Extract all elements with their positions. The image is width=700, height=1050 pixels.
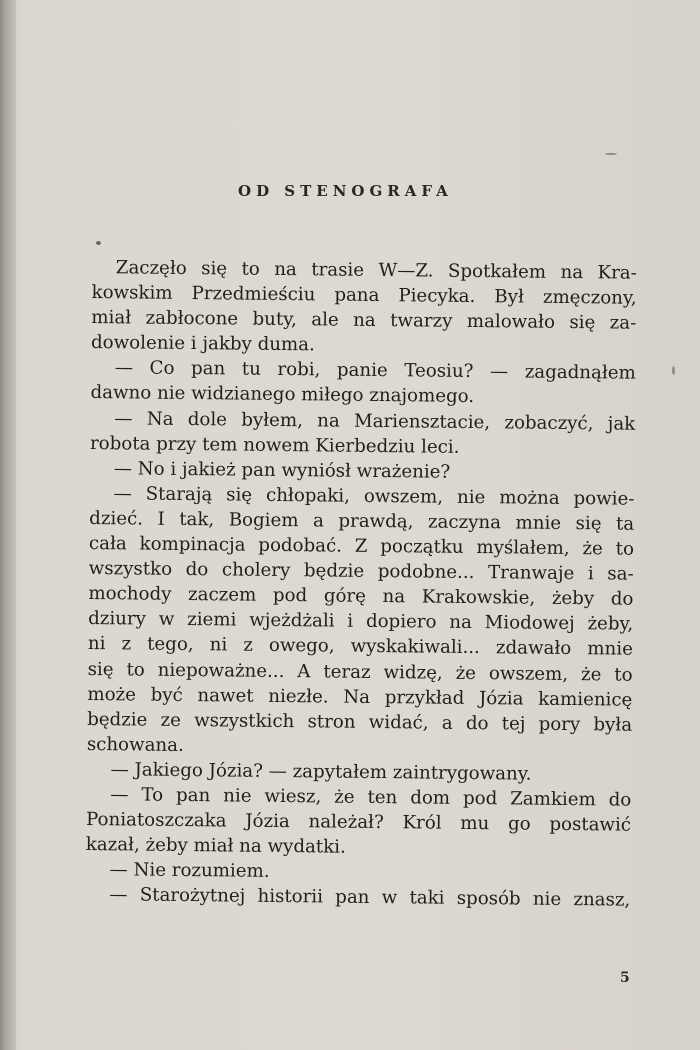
text-line: robota przy tem nowem Kierbedziu leci.: [89, 432, 460, 458]
text-line: kazał, żeby miał na wydatki.: [85, 834, 346, 858]
text-line: mochody zaczem pod górę na Krakowskie, żeby do: [88, 583, 634, 610]
ink-speck: [672, 366, 675, 375]
text-line: ni z tego, ni z owego, wyskakiwali... zdawało mnie: [87, 633, 634, 661]
text-line: dawno nie widzianego miłego znajomego.: [90, 382, 475, 408]
ink-speck: [605, 153, 617, 155]
text-line: — Starają się chłopaki, owszem, nie można powie-: [113, 483, 635, 510]
text-line: będzie ze wszystkich stron widać, a do tej pory była: [87, 708, 633, 736]
page-number: 5: [620, 970, 630, 986]
text-line: — Nie rozumiem.: [109, 859, 270, 883]
chapter-heading: OD STENOGRAFA: [238, 182, 453, 200]
text-line: schowana.: [86, 733, 184, 756]
text-line: — Jakiego Józia? — zapytałem zaintrygowany.: [110, 759, 532, 785]
ink-speck: [96, 241, 101, 245]
text-line: się to niepoważne... A teraz widzę, że owszem, że to: [87, 658, 633, 686]
text-line: — To pan nie wiesz, że ten dom pod Zamkiem do: [110, 784, 632, 811]
text-line: — Na dole byłem, na Mariensztacie, zobaczyć, jak: [114, 407, 636, 435]
text-line: cała kompinacja podobać. Z początku myślałem, że to: [88, 533, 635, 560]
text-line: miał zabłocone buty, ale na twarzy malowało się za-: [91, 307, 637, 334]
text-line: wszystko do cholery będzie podobne... Tranwaje i sa-: [88, 558, 634, 585]
book-spine: [0, 0, 16, 1050]
body-text: [85, 255, 637, 913]
text-line: może być nawet niezłe. Na przykład Józia kamienicę: [87, 683, 633, 711]
text-line: dowolenie i jakby duma.: [90, 332, 315, 356]
text-line: Zaczęło się to na trasie W—Z. Spotkałem na Kra-: [115, 257, 637, 284]
text-line: dziury w ziemi wjeżdżali i dopiero na Miodowej żeby,: [88, 608, 634, 635]
text-line: dzieć. I tak, Bogiem a prawdą, zaczyna mnie się ta: [89, 507, 635, 535]
text-line: — Co pan tu robi, panie Teosiu? — zagadnąłem: [114, 357, 636, 385]
text-line: Poniatoszczaka Józia należał? Król mu go postawić: [85, 809, 632, 836]
text-line: — No i jakież pan wyniósł wrażenie?: [113, 457, 451, 483]
text-line: kowskim Przedmieściu pana Piecyka. Był zmęczony,: [91, 282, 637, 309]
text-line: — Starożytnej historii pan w taki sposób nie znasz,: [109, 884, 631, 912]
